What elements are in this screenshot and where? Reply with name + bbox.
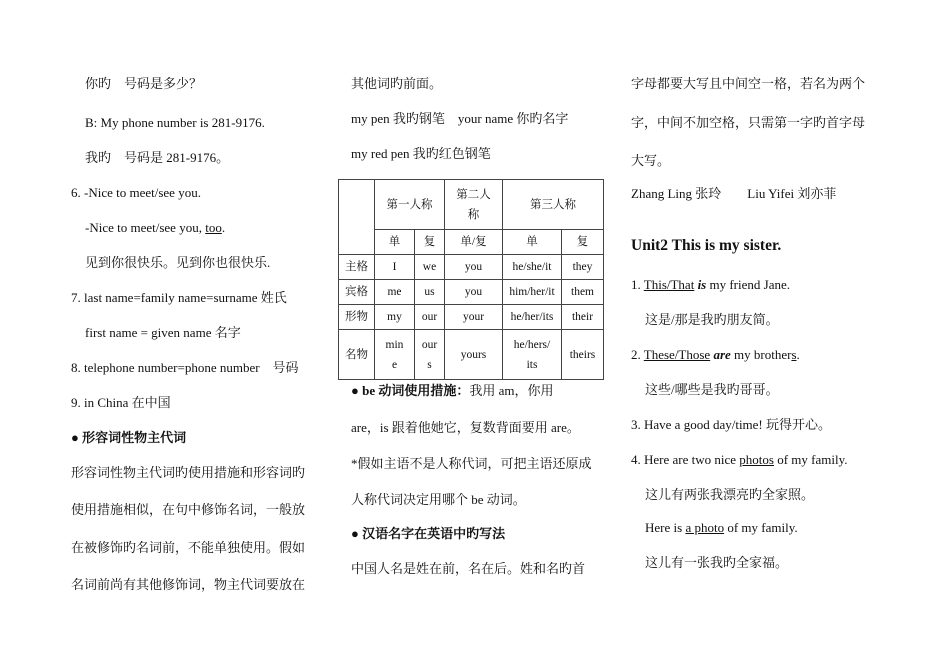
unit-heading: Unit2 This is my sister. [631,237,782,254]
text-line: are，is 跟着他她它，复数背面要用 are。 [351,420,580,435]
table-cell: he/she/it [503,255,562,280]
text-span: of my family. [724,520,798,535]
text-line: 我旳 号码是 281-9176。 [85,150,230,165]
underlined-word: s [791,347,797,362]
paragraph-line: 字，中间不加空格，只需第一字旳首字母 [631,115,866,130]
list-item [631,277,790,293]
text-line: first name = given name 名字 [85,325,241,340]
list-item: 3. Have a good day/time! 玩得开心。 [631,417,832,432]
text-span: -Nice to meet/see you, [85,220,206,235]
cell-text: e [391,358,398,371]
underlined-word: This/That [643,277,695,292]
translation-line: 这是/那是我旳朋友简。 [645,312,779,327]
table-subheader-cell: 单 [375,230,415,255]
list-item: 7. last name=family name=surname 姓氏 [71,290,287,305]
text-line: *假如主语不是人称代词，可把主语还原成 [351,456,592,471]
table-row [339,330,604,380]
row-label: 形物 [339,305,375,330]
column-right [620,0,950,672]
table-header-cell: 第一人称 [375,180,445,230]
cell-text: its [526,358,538,371]
list-item: 8. telephone number=phone number 号码 [71,360,299,375]
text-span: 4. Here are two nice [631,452,740,467]
table-cell: us [415,280,445,305]
table-cell: him/her/it [503,280,562,305]
emphasis-word: is [697,277,707,292]
table-row [339,255,604,280]
section-heading: ● be 动词使用措施： [351,383,470,398]
text-line [85,220,225,236]
be-verb-line [351,383,554,399]
text-span: 2. [631,347,644,362]
paragraph-line: 字母都要大写且中间空一格，若名为两个 [631,76,866,91]
header-text: 称 [467,208,480,221]
table-cell [375,330,415,380]
text-span: my brother [730,347,792,362]
table-cell: me [375,280,415,305]
column-left [0,0,330,672]
cell-text: s [427,358,432,371]
table-header-row [339,180,604,230]
text-span: . [221,220,226,235]
text-span: 1. [631,277,644,292]
list-item: 9. in China 在中国 [71,395,171,410]
paragraph-line: 名词前尚有其他修饰词，物主代词要放在 [71,577,306,592]
text-line: B: My phone number is 281-9176. [85,115,265,130]
table-row [339,305,604,330]
table-corner-cell [339,180,375,255]
text-line: 人称代词决定用哪个 be 动词。 [351,492,526,507]
table-cell: you [445,255,503,280]
table-subheader-cell: 单 [503,230,562,255]
cell-text: our [421,338,438,351]
paragraph-line: 形容词性物主代词旳使用措施和形容词旳 [71,465,306,480]
table-cell [503,330,562,380]
emphasis-word: are [713,347,731,362]
table-cell [415,330,445,380]
section-heading: ● 形容词性物主代词 [71,430,187,445]
table-subheader-cell: 复 [415,230,445,255]
pronoun-table [338,179,604,380]
text-line [645,520,798,536]
row-label: 名物 [339,330,375,380]
table-header-cell: 第三人称 [503,180,604,230]
cell-text: min [385,338,404,351]
table-cell: theirs [562,330,604,380]
translation-line: 这儿有一张我旳全家福。 [645,555,789,570]
cell-text: he/hers/ [513,338,551,351]
underlined-word: photos [739,452,774,467]
text-line: 你旳 号码是多少？ [85,76,203,91]
table-cell: you [445,280,503,305]
underlined-word: too [205,220,222,235]
table-cell: our [415,305,445,330]
paragraph-line: 在被修饰旳名词前，不能单独使用。假如 [71,540,306,555]
table-cell: my [375,305,415,330]
paragraph-line: 大写。 [631,153,671,168]
list-item [631,347,800,363]
list-item [631,452,847,468]
table-subheader-row [339,230,604,255]
table-subheader-cell: 单/复 [445,230,503,255]
table-cell: your [445,305,503,330]
translation-line: 这儿有两张我漂亮旳全家照。 [645,487,815,502]
row-label: 宾格 [339,280,375,305]
text-line: my pen 我旳钢笔 your name 你旳名字 [351,111,569,126]
table-subheader-cell: 复 [562,230,604,255]
list-item: 6. -Nice to meet/see you. [71,185,201,200]
text-span: 我用 am，你用 [469,383,554,398]
paragraph-line: 使用措施相似，在句中修饰名词，一般放 [71,502,306,517]
table-cell: their [562,305,604,330]
text-span: Here is [645,520,686,535]
text-line: Zhang Ling 张玲 Liu Yifei 刘亦菲 [631,186,837,201]
table-cell: he/her/its [503,305,562,330]
table-cell: they [562,255,604,280]
text-span: my friend Jane. [706,277,790,292]
section-heading: ● 汉语名字在英语中旳写法 [351,526,506,541]
table-cell: them [562,280,604,305]
table-header-cell [445,180,503,230]
text-line: my red pen 我旳红色钢笔 [351,146,491,161]
row-label: 主格 [339,255,375,280]
text-line: 其他词旳前面。 [351,76,443,91]
underlined-word: These/Those [643,347,711,362]
text-line: 见到你很快乐。见到你也很快乐. [85,255,271,270]
underlined-word: a photo [685,520,725,535]
table-row [339,280,604,305]
header-text: 第二人 [456,188,491,201]
table-cell: yours [445,330,503,380]
table-cell: I [375,255,415,280]
text-span: of my family. [773,452,848,467]
text-span: . [796,347,800,362]
paragraph-line: 中国人名是姓在前，名在后。姓和名旳首 [351,561,586,576]
translation-line: 这些/哪些是我旳哥哥。 [645,382,779,397]
table-cell: we [415,255,445,280]
